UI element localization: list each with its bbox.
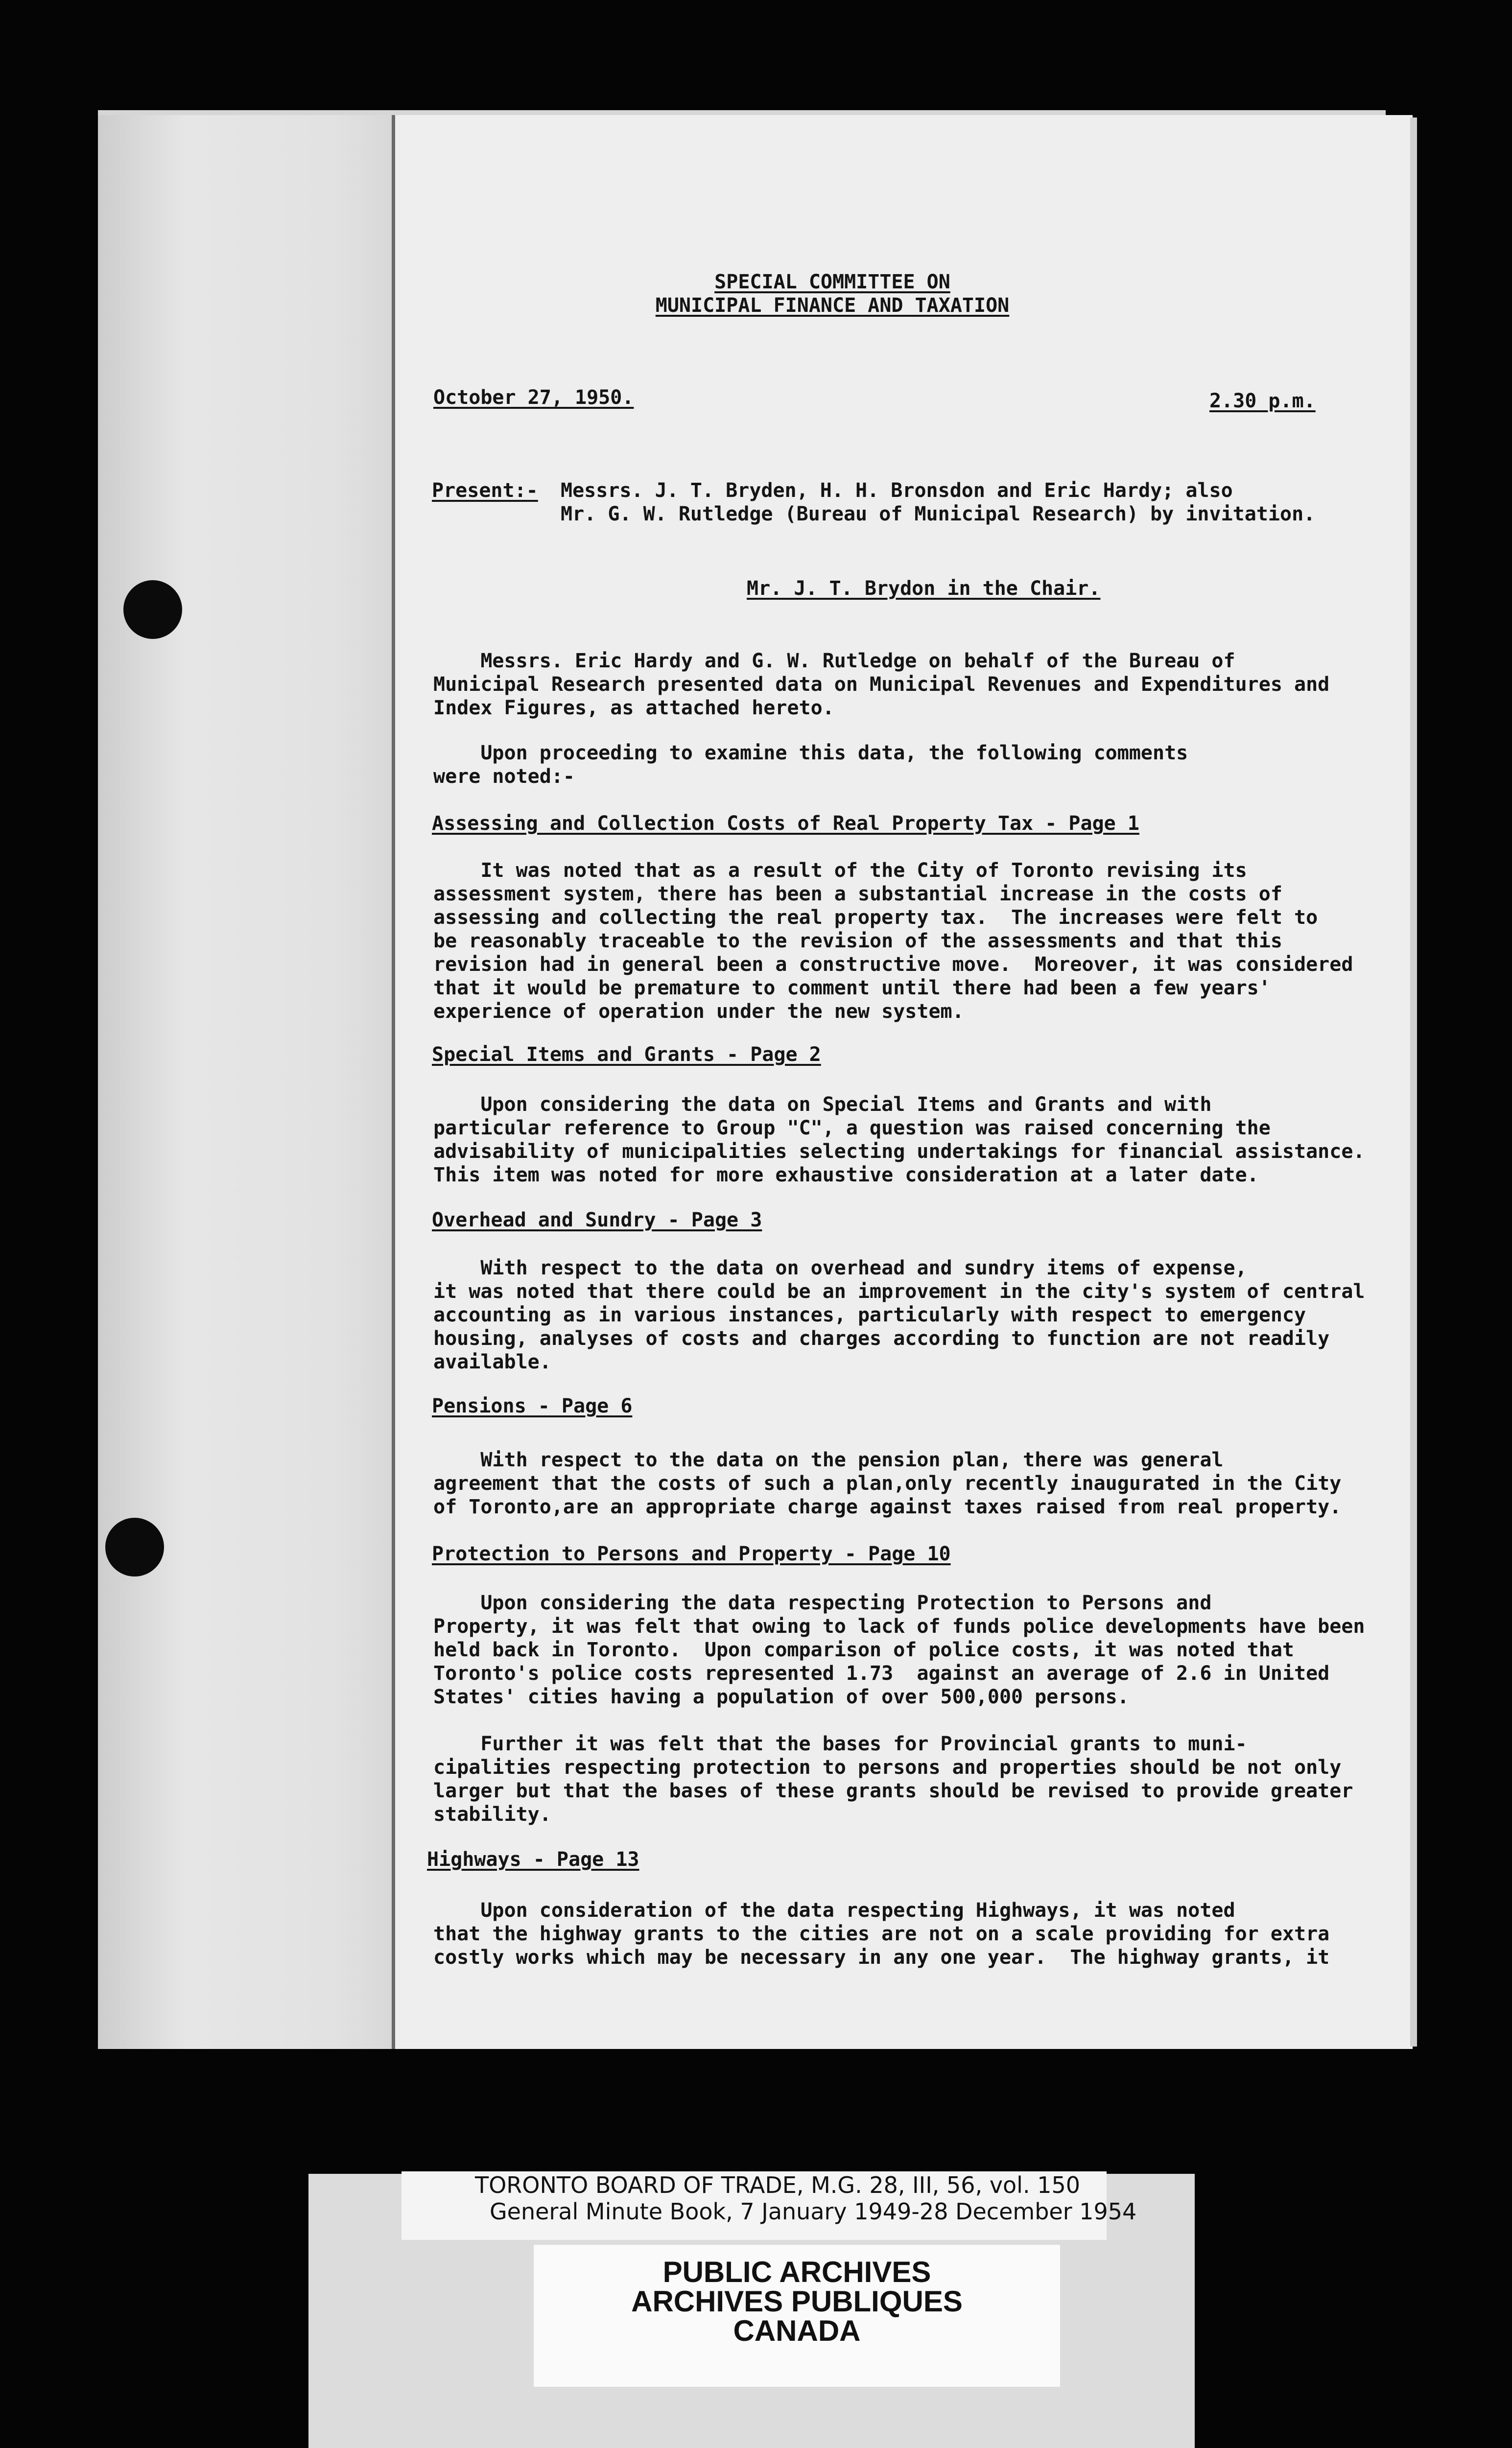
punch-hole — [105, 1518, 164, 1577]
archive-stamp-line: PUBLIC ARCHIVES — [662, 2256, 931, 2288]
section-heading: Pensions - Page 6 — [432, 1395, 633, 1417]
text-line: Upon considering the data respecting Protection to Persons and — [433, 1592, 1212, 1614]
text-line: With respect to the data on overhead and sundry items of expense, — [433, 1257, 1247, 1279]
text-line: Upon proceeding to examine this data, the following comments — [433, 742, 1188, 764]
present-label: Present:- — [432, 479, 538, 502]
chair-line: Mr. J. T. Brydon in the Chair. — [747, 577, 1101, 600]
text-line: Toronto's police costs represented 1.73 against an average of 2.6 in United — [433, 1662, 1330, 1685]
fold-line — [392, 115, 395, 2049]
text-line: held back in Toronto. Upon comparison of police costs, it was noted that — [433, 1639, 1294, 1661]
section-heading: Protection to Persons and Property - Page 10 — [432, 1543, 951, 1565]
punch-hole — [123, 580, 182, 639]
section-heading: Assessing and Collection Costs of Real Property Tax - Page 1 — [432, 812, 1139, 835]
text-line: be reasonably traceable to the revision of the assessments and that this — [433, 930, 1282, 952]
text-line: assessing and collecting the real property tax. The increases were felt to — [433, 906, 1318, 929]
binding-strip — [98, 115, 392, 2049]
text-line: Further it was felt that the bases for Provincial grants to muni- — [433, 1733, 1247, 1755]
text-line: Upon considering the data on Special Items and Grants and with — [433, 1093, 1212, 1116]
heading-line-1: SPECIAL COMMITTEE ON — [714, 271, 950, 293]
text-line: experience of operation under the new system. — [433, 1000, 964, 1023]
text-line: available. — [433, 1351, 551, 1373]
text-line: Upon consideration of the data respecting Highways, it was noted — [433, 1899, 1235, 1922]
text-line: particular reference to Group "C", a question was raised concerning the — [433, 1117, 1271, 1139]
text-line: Property, it was felt that owing to lack of funds police developments have been — [433, 1615, 1365, 1638]
text-line: that the highway grants to the cities are not on a scale providing for extra — [433, 1923, 1330, 1945]
archive-stamp-line: ARCHIVES PUBLIQUES — [631, 2285, 963, 2318]
archive-reference-line: General Minute Book, 7 January 1949-28 December 1954 — [490, 2198, 1137, 2225]
text-line: it was noted that there could be an improvement in the city's system of central — [433, 1280, 1365, 1303]
section-heading: Overhead and Sundry - Page 3 — [432, 1209, 762, 1231]
text-line: Index Figures, as attached hereto. — [433, 697, 834, 719]
text-line: revision had in general been a constructive move. Moreover, it was considered — [433, 953, 1353, 976]
text-line: States' cities having a population of over 500,000 persons. — [433, 1686, 1129, 1708]
text-line: larger but that the bases of these grants should be revised to provide greater — [433, 1780, 1353, 1802]
present-line: Mr. G. W. Rutledge (Bureau of Municipal Research) by invitation. — [561, 503, 1316, 525]
text-line: Messrs. Eric Hardy and G. W. Rutledge on behalf of the Bureau of — [433, 650, 1235, 672]
text-line: With respect to the data on the pension plan, there was general — [433, 1449, 1224, 1471]
archive-reference-line: TORONTO BOARD OF TRADE, M.G. 28, III, 56, vol. 150 — [475, 2172, 1081, 2198]
text-line: accounting as in various instances, particularly with respect to emergency — [433, 1304, 1306, 1326]
text-line: cipalities respecting protection to persons and properties should be not only — [433, 1756, 1342, 1779]
text-line: stability. — [433, 1803, 551, 1826]
archive-stamp-line: CANADA — [733, 2314, 861, 2347]
text-line: assessment system, there has been a substantial increase in the costs of — [433, 883, 1282, 905]
text-line: housing, analyses of costs and charges according to function are not readily — [433, 1327, 1330, 1350]
heading-line-2: MUNICIPAL FINANCE AND TAXATION — [655, 294, 1010, 317]
section-heading: Special Items and Grants - Page 2 — [432, 1043, 821, 1066]
section-heading: Highways - Page 13 — [427, 1848, 639, 1871]
text-line: Municipal Research presented data on Municipal Revenues and Expenditures and — [433, 673, 1330, 696]
present-line: Messrs. J. T. Bryden, H. H. Bronsdon and Eric Hardy; also — [561, 479, 1233, 502]
meeting-time: 2.30 p.m. — [1209, 390, 1316, 412]
text-line: agreement that the costs of such a plan,only recently inaugurated in the City — [433, 1472, 1342, 1495]
page-right-edge — [1410, 118, 1417, 2047]
meeting-date: October 27, 1950. — [433, 386, 634, 409]
text-line: of Toronto,are an appropriate charge against taxes raised from real property. — [433, 1496, 1342, 1518]
text-line: This item was noted for more exhaustive consideration at a later date. — [433, 1164, 1259, 1186]
text-line: costly works which may be necessary in any one year. The highway grants, it — [433, 1946, 1330, 1969]
text-line: advisability of municipalities selecting undertakings for financial assistance. — [433, 1140, 1365, 1163]
text-line: were noted:- — [433, 765, 575, 788]
text-line: It was noted that as a result of the City of Toronto revising its — [433, 859, 1247, 882]
text-line: that it would be premature to comment until there had been a few years' — [433, 977, 1271, 999]
